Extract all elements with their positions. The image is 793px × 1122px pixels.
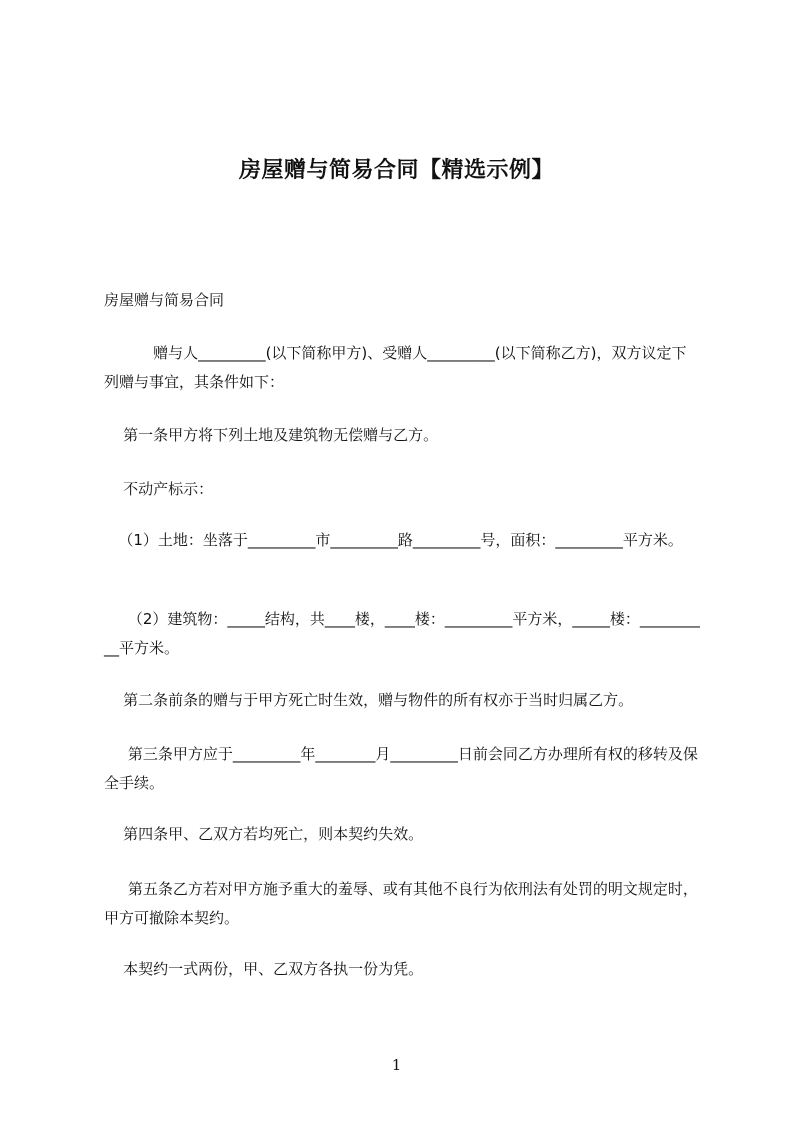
document-title: 房屋赠与简易合同【精选示例】: [238, 157, 554, 183]
paragraph-article-1: 第一条甲方将下列土地及建筑物无偿赠与乙方。: [104, 426, 439, 444]
paragraph-article-3: 第三条甲方应于_________年________月_________日前会同乙方办理所有权的移转及保全手续。: [104, 745, 698, 792]
paragraph-property-label: 不动产标示：: [104, 480, 214, 498]
paragraph-parties: 赠与人_________(以下简称甲方)、受赠人_________(以下简称乙方)，双方议定下列赠与事宜，其条件如下：: [104, 344, 687, 391]
paragraph-land: （1）土地：坐落于_________市_________路_________号，面积：_________平方米。: [104, 531, 683, 549]
paragraph-closing: 本契约一式两份，甲、乙双方各执一份为凭。: [104, 960, 424, 978]
paragraph-article-4: 第四条甲、乙双方若均死亡，则本契约失效。: [104, 825, 424, 843]
paragraph-building: （2）建筑物：_____结构，共____楼，____楼：_________平方米，_____楼：__________平方米。: [104, 610, 700, 657]
paragraph-article-2: 第二条前条的赠与于甲方死亡时生效，赠与物件的所有权亦于当时归属乙方。: [104, 691, 634, 709]
paragraph-article-5: 第五条乙方若对甲方施予重大的羞辱、或有其他不良行为依刑法有处罚的明文规定时，甲方可撤除本契约。: [104, 880, 698, 927]
page-number: 1: [391, 1056, 402, 1074]
contract-subtitle: 房屋赠与简易合同: [104, 291, 225, 309]
